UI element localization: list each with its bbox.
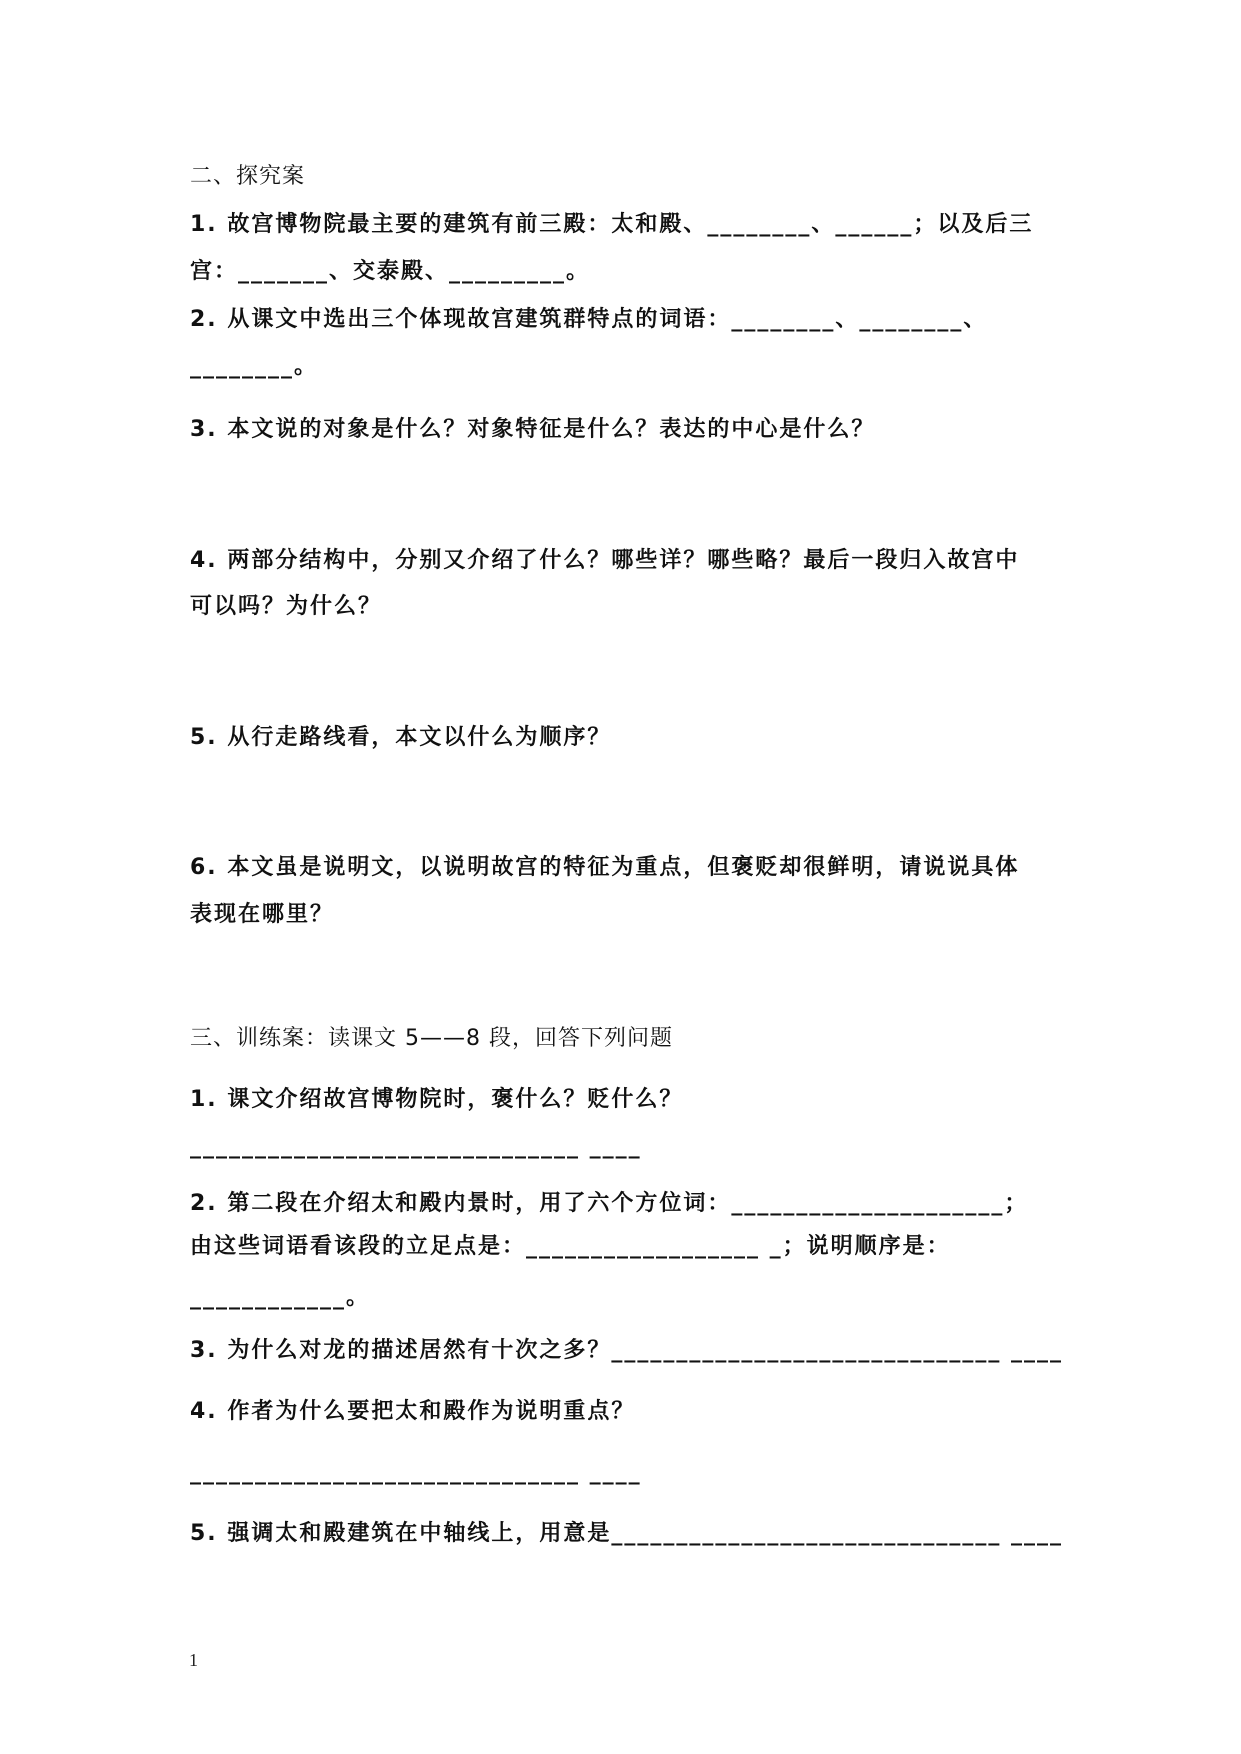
question-2-4-line-2: 可以吗？为什么？ bbox=[190, 594, 383, 619]
question-3-2-line-2: 由这些词语看该段的立足点是：__________________ _；说明顺序是： bbox=[190, 1234, 951, 1259]
answer-blank-3-4: ______________________________ ____ bbox=[190, 1460, 642, 1485]
question-2-1-line-1: 1. 故宫博物院最主要的建筑有前三殿：太和殿、________、______；以及后三 bbox=[190, 212, 1034, 237]
answer-blank-3-1: ______________________________ ____ bbox=[190, 1134, 642, 1159]
question-3-1: 1. 课文介绍故宫博物院时，褒什么？贬什么？ bbox=[190, 1087, 684, 1112]
question-2-6-line-1: 6. 本文虽是说明文，以说明故宫的特征为重点，但褒贬却很鲜明，请说说具体 bbox=[190, 855, 1020, 880]
question-3-4: 4. 作者为什么要把太和殿作为说明重点？ bbox=[190, 1399, 636, 1424]
question-2-2-line-1: 2. 从课文中选出三个体现故宫建筑群特点的词语：________、________、 bbox=[190, 307, 988, 332]
section-3-heading: 三、训练案：读课文 5——8 段，回答下列问题 bbox=[190, 1026, 673, 1051]
section-2-heading: 二、探究案 bbox=[190, 164, 306, 189]
question-3-2-line-1: 2. 第二段在介绍太和殿内景时，用了六个方位词：_____________________； bbox=[190, 1191, 1029, 1216]
question-3-5: 5. 强调太和殿建筑在中轴线上，用意是______________________________ ____ bbox=[190, 1521, 1063, 1546]
question-2-5: 5. 从行走路线看，本文以什么为顺序？ bbox=[190, 725, 612, 750]
question-3-3: 3. 为什么对龙的描述居然有十次之多？______________________________ ____ bbox=[190, 1338, 1063, 1363]
question-2-3: 3. 本文说的对象是什么？对象特征是什么？表达的中心是什么？ bbox=[190, 417, 876, 442]
question-3-2-line-3: ____________。 bbox=[190, 1285, 371, 1310]
question-2-2-line-2: ________。 bbox=[190, 354, 319, 379]
page-number: 1 bbox=[189, 1650, 198, 1670]
question-2-6-line-2: 表现在哪里？ bbox=[190, 902, 335, 927]
question-2-1-line-2: 宫：_______、交泰殿、_________。 bbox=[190, 259, 591, 284]
question-2-4-line-1: 4. 两部分结构中，分别又介绍了什么？哪些详？哪些略？最后一段归入故宫中 bbox=[190, 548, 1020, 573]
